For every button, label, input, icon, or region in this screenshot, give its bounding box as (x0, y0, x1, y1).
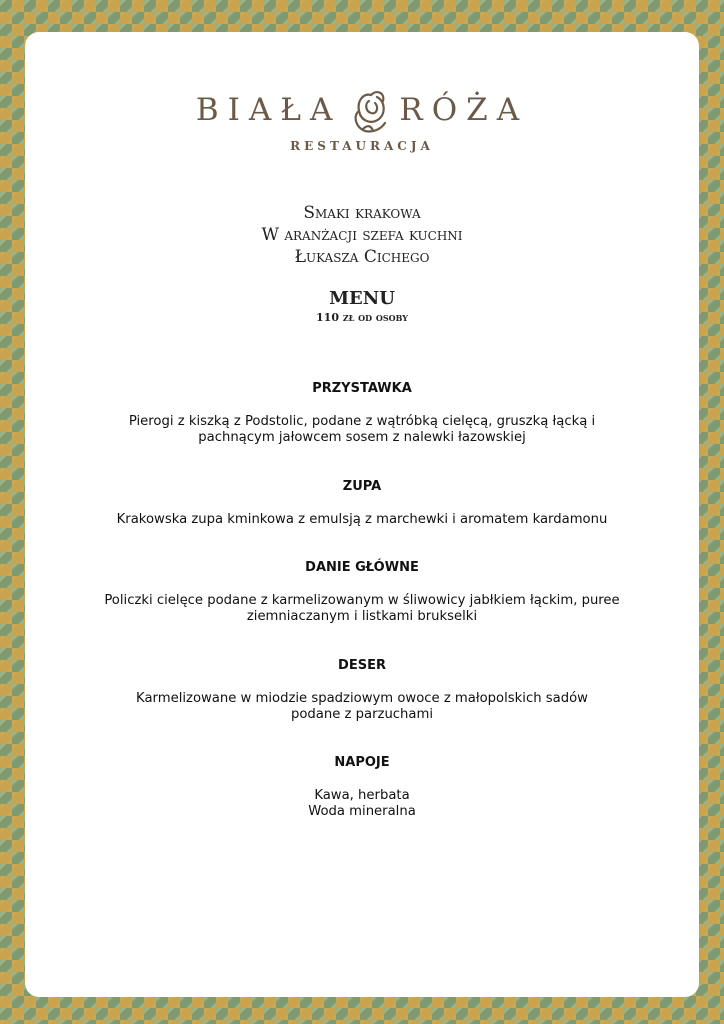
heading-line-2: W aranżacji szefa kuchni (261, 225, 463, 245)
menu-heading (25, 202, 699, 268)
section-line: Karmelizowane w miodzie spadziowym owoce z małopolskich sadów (136, 691, 588, 706)
section-danie-glowne (85, 560, 639, 625)
logo-right-text: RÓŻA (399, 92, 529, 128)
section-title: PRZYSTAWKA (312, 381, 412, 396)
section-przystawka (85, 381, 639, 446)
section-line: ziemniaczanym i listkami brukselki (246, 609, 478, 624)
heading-line-3: Łukasza Cichego (294, 247, 430, 267)
section-line: Krakowska zupa kminkowa z emulsją z marchewki i aromatem kardamonu (116, 512, 608, 527)
restaurant-logo (25, 84, 699, 153)
section-zupa (85, 479, 639, 528)
section-title: ZUPA (342, 479, 382, 494)
menu-card (25, 32, 699, 997)
logo-left-text: BIAŁA (195, 92, 342, 128)
rose-icon (349, 85, 393, 135)
section-line: Pierogi z kiszką z Podstolic, podane z wątróbką cielęcą, gruszką łącką i (128, 414, 596, 429)
section-line: podane z parzuchami (290, 707, 434, 722)
heading-line-1: Smaki krakowa (303, 203, 421, 223)
section-title: DANIE GŁÓWNE (305, 560, 419, 575)
section-line: Policzki cielęce podane z karmelizowanym w śliwowicy jabłkiem łąckim, puree (104, 593, 620, 608)
section-deser (85, 658, 639, 723)
menu-price: 110 zł od osoby (316, 311, 408, 324)
section-title: DESER (338, 658, 386, 673)
section-line: Woda mineralna (308, 804, 416, 819)
section-line: Kawa, herbata (314, 788, 410, 803)
menu-title: MENU (329, 288, 395, 309)
logo-subtitle: RESTAURACJA (290, 139, 434, 153)
section-line: pachnącym jałowcem sosem z nalewki łazowskiej (198, 430, 526, 445)
section-napoje (85, 755, 639, 820)
section-title: NAPOJE (334, 755, 390, 770)
